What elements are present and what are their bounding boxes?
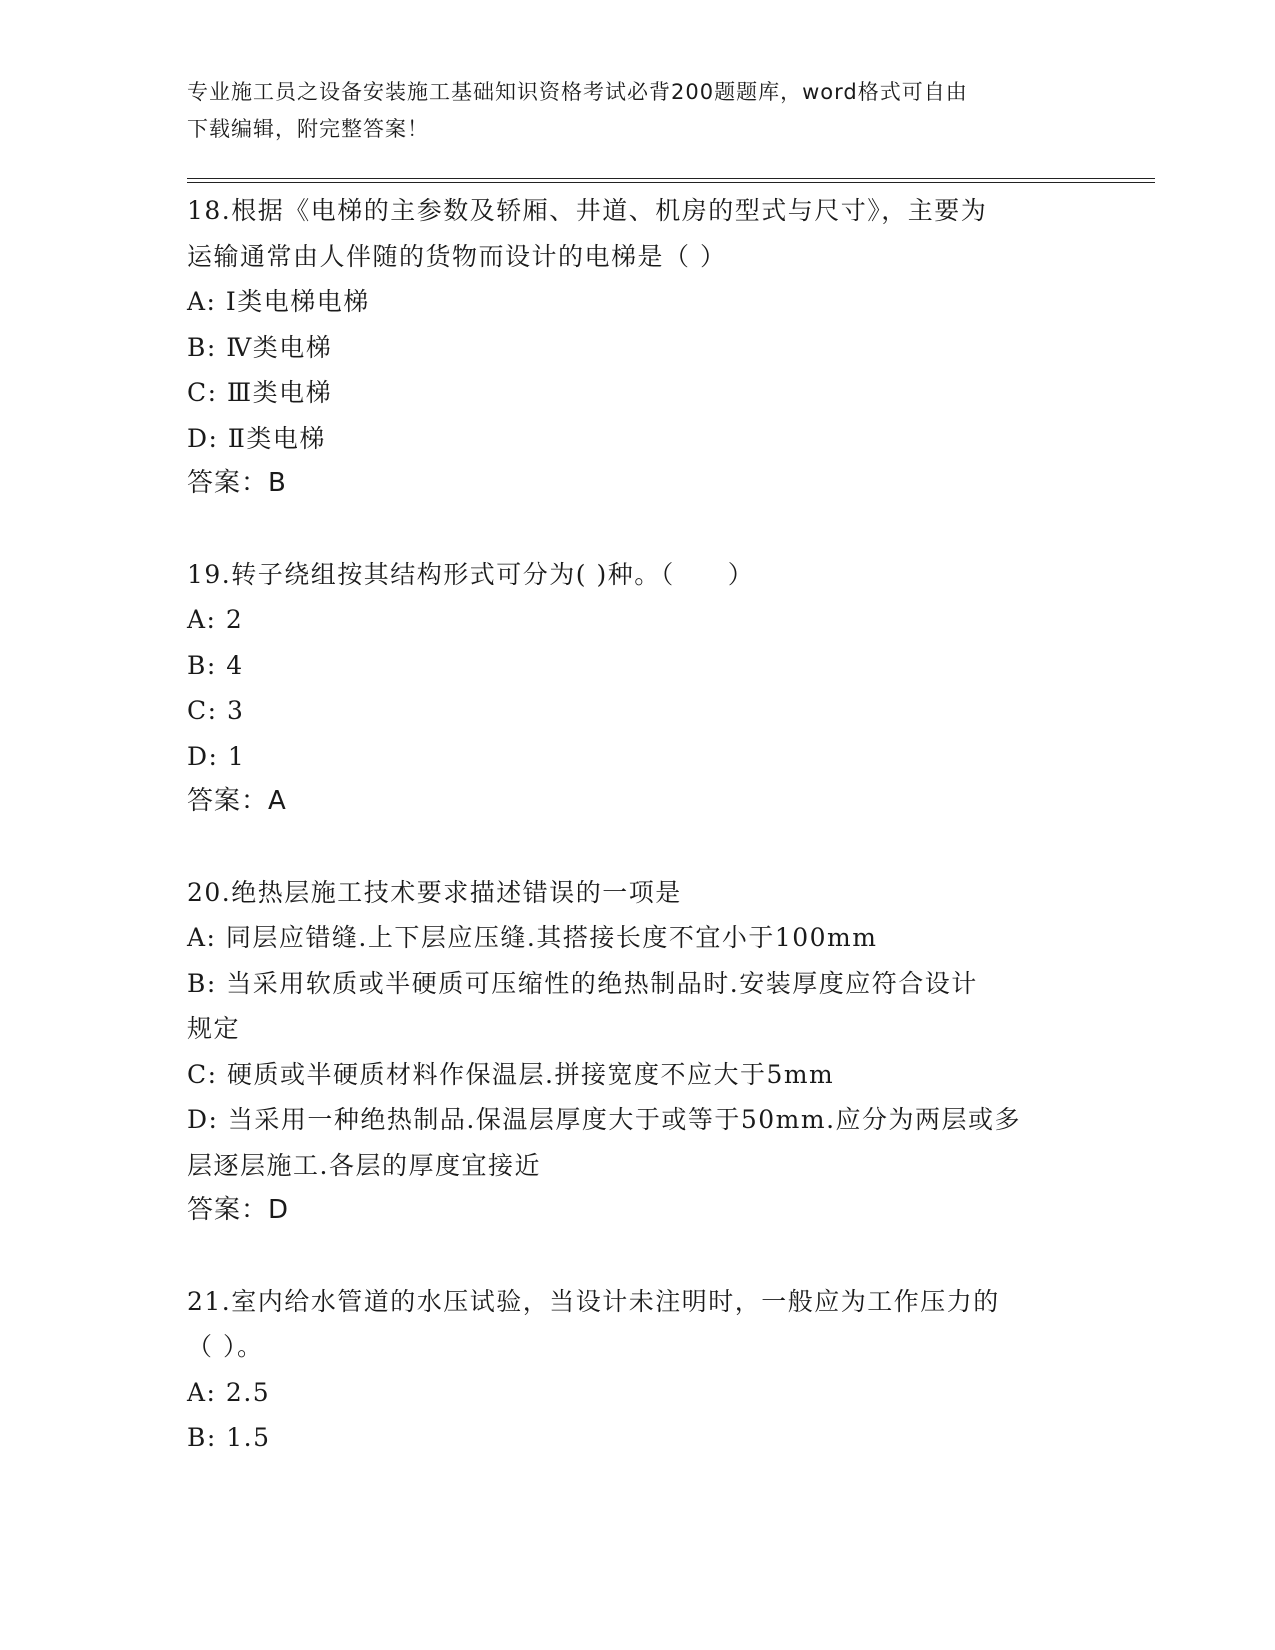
question-stem-line: （ ）。 (187, 1332, 264, 1361)
option-b: B: 当采用软质或半硬质可压缩性的绝热制品时.安装厚度应符合设计 (187, 968, 978, 998)
option-b: B: 4 (187, 650, 244, 680)
option-a: A: 同层应错缝.上下层应压缝.其搭接长度不宜小于100mm (187, 923, 878, 952)
option-b: B: Ⅳ类电梯 (187, 332, 333, 362)
answer-line: 答案：B (187, 468, 287, 498)
document-header (187, 74, 1087, 148)
question-stem-line: 运输通常由人伴随的货物而设计的电梯是（ ） (187, 241, 727, 271)
question-18 (187, 188, 1087, 507)
question-stem-line: 21.室内给水管道的水压试验，当设计未注明时，一般应为工作压力的 (187, 1286, 1000, 1316)
question-21 (187, 1279, 1087, 1461)
option-d: D: 1 (187, 741, 246, 771)
question-19 (187, 552, 1087, 825)
option-a: A: 2 (187, 605, 244, 634)
option-d-continued: 层逐层施工.各层的厚度宜接近 (187, 1150, 541, 1180)
question-20 (187, 870, 1087, 1234)
question-list (187, 188, 1087, 1461)
question-stem-line: 19.转子绕组按其结构形式可分为( )种。（ ） (187, 559, 755, 589)
option-c: C: Ⅲ类电梯 (187, 378, 333, 407)
option-a: A: 2.5 (187, 1377, 271, 1407)
answer-line: 答案：D (187, 1195, 290, 1225)
option-d: D: 当采用一种绝热制品.保温层厚度大于或等于50mm.应分为两层或多 (187, 1105, 1022, 1134)
header-double-rule (187, 178, 1155, 183)
option-d: D: Ⅱ类电梯 (187, 423, 326, 453)
header-line-1: 专业施工员之设备安装施工基础知识资格考试必背200题题库，word格式可自由 (187, 80, 968, 104)
option-b: B: 1.5 (187, 1423, 271, 1452)
option-c: C: 3 (187, 696, 245, 725)
header-line-2: 下载编辑，附完整答案！ (187, 117, 429, 141)
question-stem-line: 18.根据《电梯的主参数及轿厢、井道、机房的型式与尺寸》，主要为 (187, 196, 988, 225)
option-a: A: Ⅰ类电梯电梯 (187, 287, 370, 316)
question-stem-line: 20.绝热层施工技术要求描述错误的一项是 (187, 877, 682, 907)
option-b-continued: 规定 (187, 1014, 241, 1043)
option-c: C: 硬质或半硬质材料作保温层.拼接宽度不应大于5mm (187, 1059, 835, 1089)
answer-line: 答案：A (187, 786, 287, 816)
